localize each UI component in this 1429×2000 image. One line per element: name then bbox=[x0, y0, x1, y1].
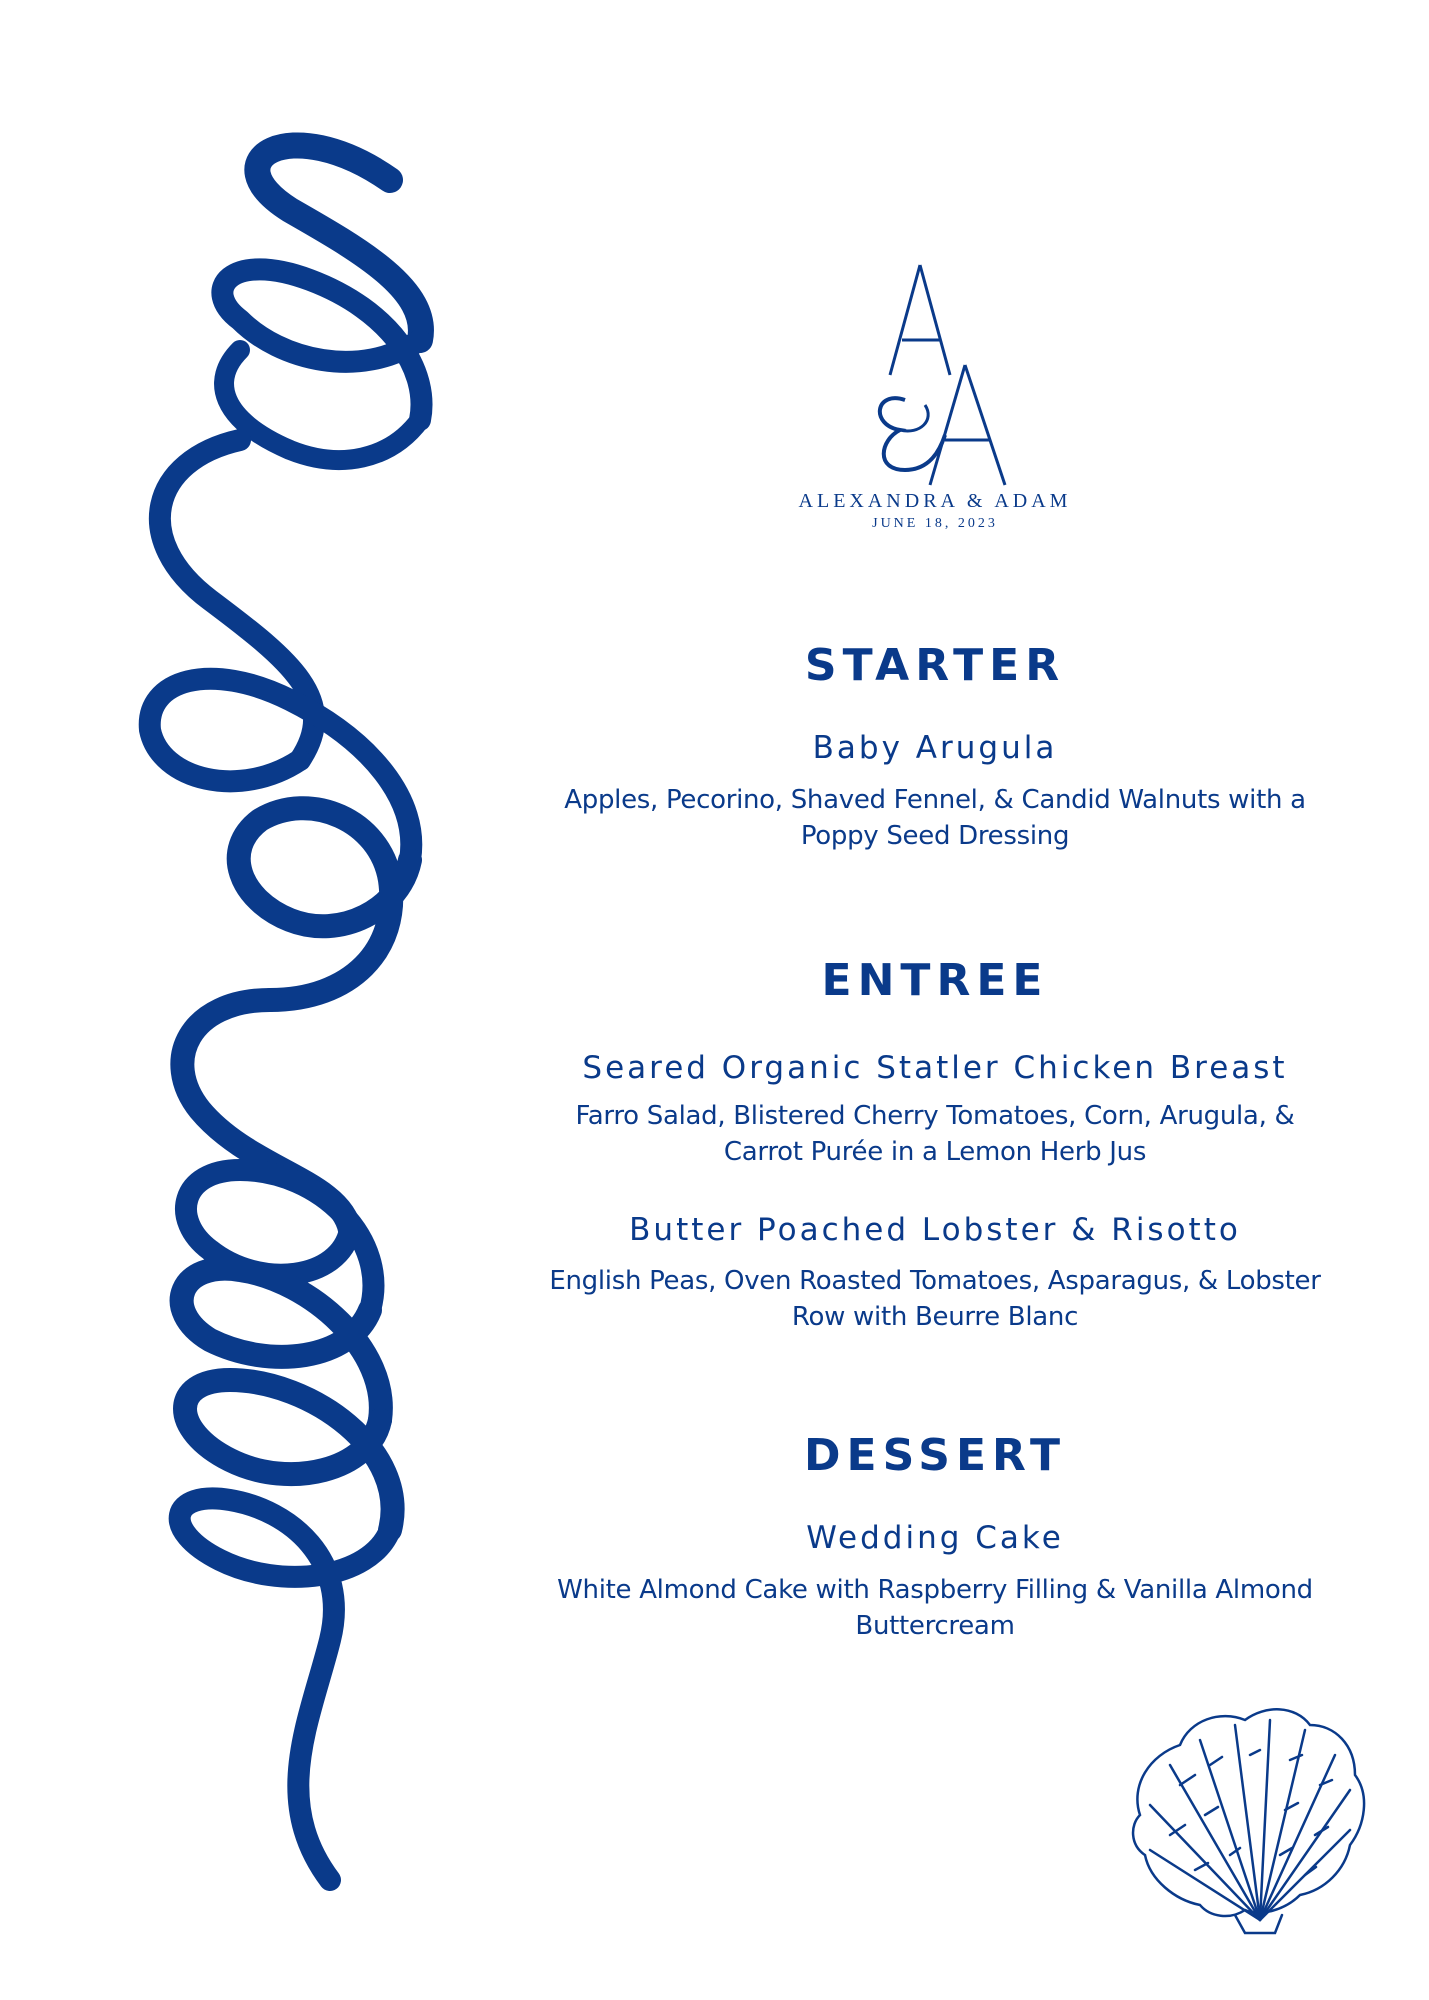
course-title-entree: ENTREE bbox=[821, 955, 1049, 1006]
course-title-dessert: DESSERT bbox=[804, 1430, 1066, 1481]
dish-description bbox=[510, 1572, 1360, 1644]
dish-description-text: Farro Salad, Blistered Cherry Tomatoes, Corn, Arugula, & Carrot Purée in a Lemon Herb Jus bbox=[575, 1101, 1295, 1167]
menu-script-icon bbox=[90, 120, 490, 1940]
dish-name: Butter Poached Lobster & Risotto bbox=[629, 1212, 1241, 1248]
dish-name: Wedding Cake bbox=[806, 1520, 1064, 1556]
dish-description-text: Apples, Pecorino, Shaved Fennel, & Candid Walnuts with a Poppy Seed Dressing bbox=[564, 785, 1306, 851]
couple-names: ALEXANDRA & ADAM bbox=[798, 490, 1072, 512]
scallop-shell-icon bbox=[1110, 1695, 1380, 1935]
monogram-icon bbox=[820, 255, 1060, 495]
dish-description-text: English Peas, Oven Roasted Tomatoes, Asparagus, & Lobster Row with Beurre Blanc bbox=[549, 1266, 1321, 1332]
course-title-starter: STARTER bbox=[804, 640, 1066, 691]
dish-description bbox=[510, 1098, 1360, 1170]
dish-description bbox=[510, 1263, 1360, 1335]
dish-description bbox=[510, 782, 1360, 854]
dish-name: Seared Organic Statler Chicken Breast bbox=[582, 1050, 1288, 1086]
dish-description-text: White Almond Cake with Raspberry Filling & Vanilla Almond Buttercream bbox=[557, 1575, 1313, 1641]
dish-name: Baby Arugula bbox=[812, 730, 1058, 766]
wedding-date: JUNE 18, 2023 bbox=[872, 516, 998, 531]
